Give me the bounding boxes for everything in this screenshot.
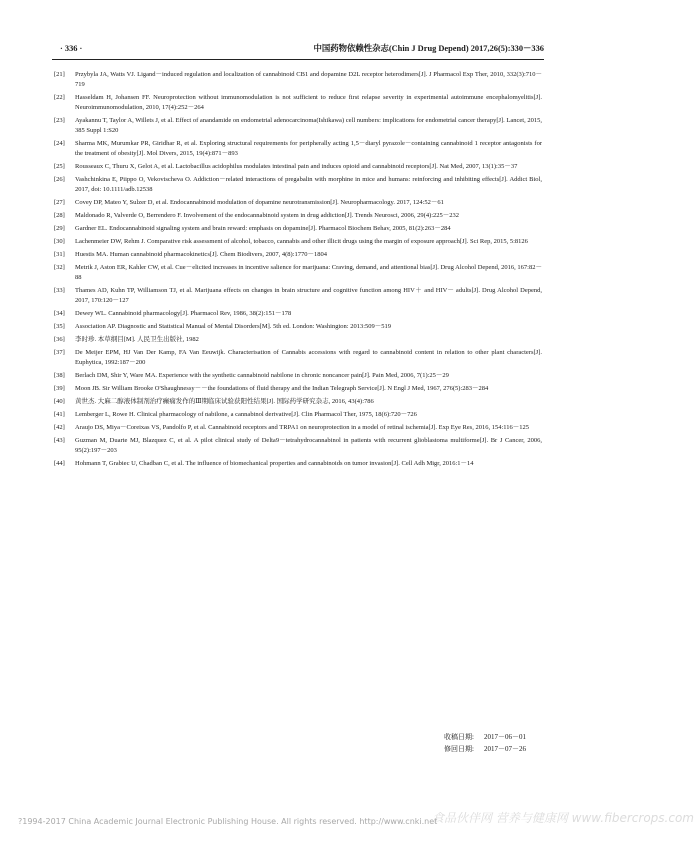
reference-number: [31]: [54, 251, 65, 258]
reference-text: De Meijer EPM, HJ Van Der Kamp, FA Van Eeuwijk. Characterisation of Cannabis accessions with regard to cannabinoid content in relation to other plant characters[J]. Euphytica, 1992:187－200: [75, 349, 542, 366]
reference-text: Hasseldam H, Johansen FF. Neuroprotection without immunomodulation is not sufficient to reduce first relapse severity in experimental autoimmune encephalomyelitis[J]. Neuroimmunomodulation, 2010, 17(4):252－264: [75, 94, 542, 111]
reference-text: Dewey WL. Cannabinoid pharmacology[J]. Pharmacol Rev, 1986, 38(2):151－178: [75, 310, 292, 317]
reference-text: Covey DP, Mateo Y, Sulzer D, et al. Endocannabinoid modulation of dopamine neurotransmission[J]. Neuropharmacology. 2017, 124:52－61: [75, 199, 444, 206]
reference-item: [52, 198, 542, 208]
revised-date-label: 修回日期:: [444, 745, 474, 753]
reference-text: Association AP. Diagnostic and Statistical Manual of Mental Disorders[M]. 5th ed. London: Washington: 2013:509－519: [75, 323, 392, 330]
reference-item: [52, 93, 542, 113]
header-rule: [52, 59, 544, 60]
reference-item: [52, 175, 542, 195]
reference-number: [21]: [54, 71, 65, 78]
reference-item: [52, 70, 542, 90]
reference-item: [52, 371, 542, 381]
reference-number: [36]: [54, 336, 65, 343]
reference-number: [22]: [54, 94, 65, 101]
reference-text: Huestis MA. Human cannabinoid pharmacokinetics[J]. Chem Biodivers, 2007, 4(8):1770－1804: [75, 251, 328, 258]
reference-item: [52, 224, 542, 234]
reference-text: Gardner EL. Endocannabinoid signaling system and brain reward: emphasis on dopamine[J]. Pharmacol Biochem Behav, 2005, 81(2):263－284: [75, 225, 451, 232]
reference-item: [52, 335, 542, 345]
reference-item: [52, 237, 542, 247]
reference-number: [24]: [54, 140, 65, 147]
reference-item: [52, 116, 542, 136]
revised-date-value: 2017－07－26: [484, 745, 526, 753]
reference-item: [52, 263, 542, 283]
reference-list: [52, 70, 542, 472]
reference-number: [43]: [54, 437, 65, 444]
received-date-row: [444, 731, 526, 743]
reference-item: [52, 410, 542, 420]
reference-text: Maldonado R, Valverde O, Berrendero F. Involvement of the endocannabinoid system in drug addiction[J]. Trends Neurosci, 2006, 29(4):225－232: [75, 212, 460, 219]
reference-number: [30]: [54, 238, 65, 245]
reference-text: Lemberger L, Rowe H. Clinical pharmacology of nabilone, a cannabinol derivative[J]. Clin Pharmacol Ther, 1975, 18(6):720－726: [75, 411, 417, 418]
reference-number: [28]: [54, 212, 65, 219]
reference-number: [33]: [54, 287, 65, 294]
reference-number: [27]: [54, 199, 65, 206]
reference-item: [52, 459, 542, 469]
reference-text: Guzman M, Duarte MJ, Blazquez C, et al. A pilot clinical study of Delta9－tetrahydrocannabinol in patients with recurrent glioblastoma multiforme[J]. Br J Cancer, 2006, 95(2):197－203: [75, 437, 542, 454]
reference-text: Vashchinkina E, Piippo O, Vekovischeva O. Addiction－related interactions of pregabalin with morphine in mice and humans: reinforcing and inhibiting effects[J]. Addict Biol, 2017, doi: 10.1111/adb.12538: [75, 176, 542, 193]
reference-number: [39]: [54, 385, 65, 392]
reference-number: [35]: [54, 323, 65, 330]
reference-text: Hohmann T, Grabiec U, Chadban C, et al. The influence of biomechanical properties and cannabinoids on tumor invasion[J]. Cell Adh Migr, 2016:1－14: [75, 460, 474, 467]
reference-text: Metrik J, Aston ER, Kahler CW, et al. Cue－elicited increases in incentive salience for marijuana: Craving, demand, and attentional bias[J]. Drug Alcohol Depend, 2016, 167:82－88: [75, 264, 542, 281]
journal-citation: 中国药物依赖性杂志(Chin J Drug Depend) 2017,26(5):330－336: [313, 44, 544, 53]
reference-number: [25]: [54, 163, 65, 170]
reference-text: Przybyla JA, Watts VJ. Ligand－induced regulation and localization of cannabinoid CB1 and dopamine D2L receptor heterodimers[J]. J Pharmacol Exp Ther, 2010, 332(3):710－719: [75, 71, 542, 88]
reference-text: Berlach DM, Shir Y, Ware MA. Experience with the synthetic cannabinoid nabilone in chronic noncancer pain[J]. Pain Med, 2006, 7(1):25－29: [75, 372, 449, 379]
reference-number: [40]: [54, 398, 65, 405]
reference-number: [34]: [54, 310, 65, 317]
reference-number: [32]: [54, 264, 65, 271]
reference-number: [38]: [54, 372, 65, 379]
reference-text: Thames AD, Kuhn TP, Williamson TJ, et al. Marijuana effects on changes in brain structure and cognitive function among HIV＋ and HIV－ adults[J]. Drug Alcohol Depend, 2017, 170:120－127: [75, 287, 542, 304]
reference-item: [52, 423, 542, 433]
reference-item: [52, 139, 542, 159]
reference-item: [52, 436, 542, 456]
reference-text: Rousseaux C, Thuru X, Gelot A, et al. Lactobacillus acidophilus modulates intestinal pain and induces opioid and cannabinoid receptors[J]. Nat Med, 2007, 13(1):35－37: [75, 163, 518, 170]
received-date-label: 收稿日期:: [444, 733, 474, 741]
reference-text: Sharma MK, Murumkar PR, Giridhar R, et al. Exploring structural requirements for peripherally acting 1,5－diaryl pyrazole－containing cannabinoid 1 receptor antagonists for the treatment of obesity[J]. Mol Divers, 2015, 19(4):871－893: [75, 140, 542, 157]
revised-date-row: [444, 743, 526, 755]
reference-number: [23]: [54, 117, 65, 124]
reference-item: [52, 322, 542, 332]
reference-number: [26]: [54, 176, 65, 183]
reference-item: [52, 397, 542, 407]
reference-number: [37]: [54, 349, 65, 356]
page-number: · 336 ·: [60, 44, 83, 53]
reference-item: [52, 211, 542, 221]
reference-number: [44]: [54, 460, 65, 467]
reference-item: [52, 384, 542, 394]
running-header: [52, 42, 544, 56]
manuscript-dates: [444, 731, 526, 755]
reference-text: 黄世杰. 大麻二醇液体制剂治疗癫痫发作的Ⅲ期临床试验获阳性结果[J]. 国际药学研究杂志, 2016, 43(4):786: [75, 398, 374, 405]
received-date-value: 2017－06－01: [484, 733, 526, 741]
reference-text: 李时珍. 本草纲目[M]. 人民卫生出版社, 1982: [75, 336, 199, 343]
reference-item: [52, 162, 542, 172]
copyright-line: ?1994-2017 China Academic Journal Electronic Publishing House. All rights reserved. http://www.cnki.net: [18, 817, 438, 826]
watermark-text: 食品伙伴网 营养与健康网 www.fibercrops.com: [432, 811, 694, 825]
reference-number: [41]: [54, 411, 65, 418]
reference-item: [52, 348, 542, 368]
reference-item: [52, 286, 542, 306]
reference-text: Araujo DS, Miya－Coreixas VS, Pandolfo P, et al. Cannabinoid receptors and TRPA1 on neuroprotection in a model of retinal ischemia[J]. Exp Eye Res, 2016, 154:116－125: [75, 424, 530, 431]
reference-item: [52, 309, 542, 319]
reference-text: Ayakannu T, Taylor A, Willets J, et al. Effect of anandamide on endometrial adenocarcinoma(Ishikawa) cell numbers: implications for endometrial cancer therapy[J]. Lancet, 2015, 385 Suppl 1:S20: [75, 117, 542, 134]
reference-number: [29]: [54, 225, 65, 232]
reference-number: [42]: [54, 424, 65, 431]
reference-text: Lachenmeier DW, Rehm J. Comparative risk assessment of alcohol, tobacco, cannabis and other illicit drugs using the margin of exposure approach[J]. Sci Rep, 2015, 5:8126: [75, 238, 528, 245]
reference-text: Moon JB. Sir William Brooke O'Shaughnessy－－the foundations of fluid therapy and the Indian Telegraph Service[J]. N Engl J Med, 1967, 276(5):283－284: [75, 385, 489, 392]
reference-item: [52, 250, 542, 260]
